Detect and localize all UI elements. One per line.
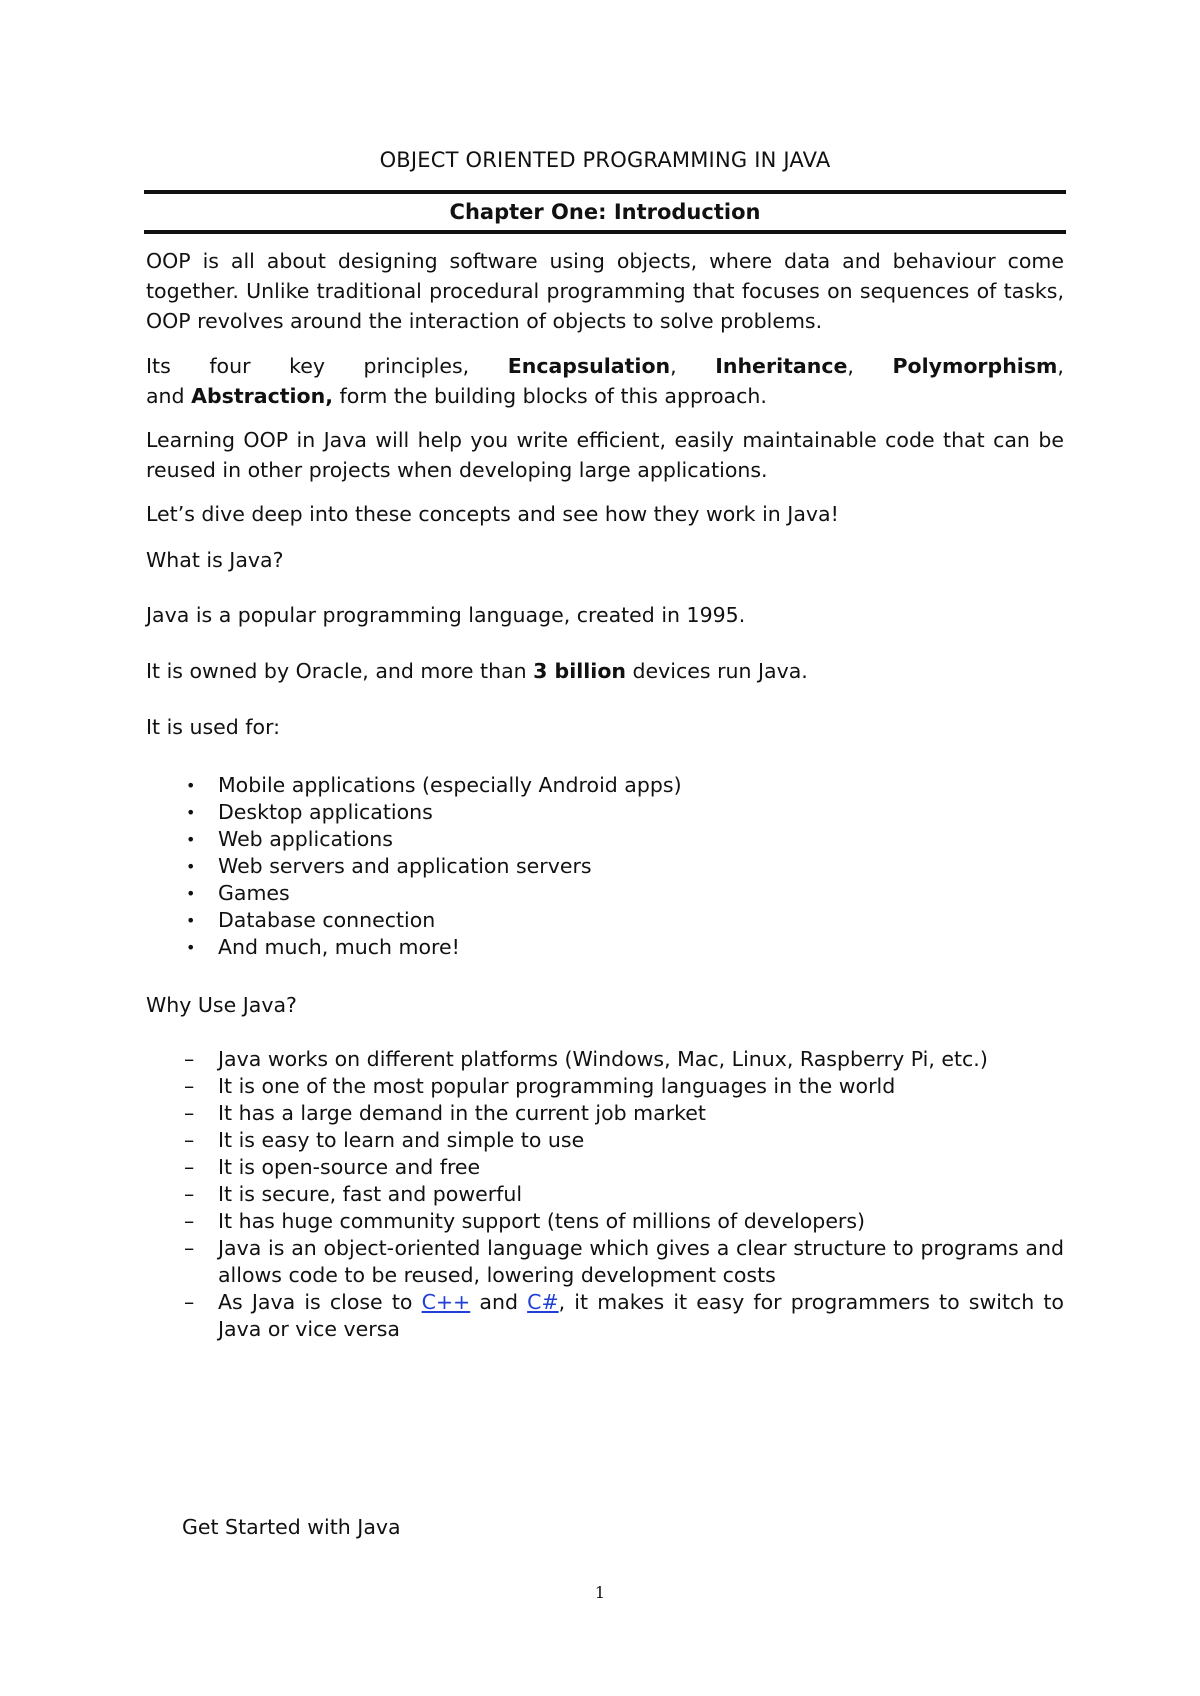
owned-by-before: It is owned by Oracle, and more than	[146, 659, 534, 683]
owned-by-after: devices run Java.	[626, 659, 808, 683]
chapter-heading-box	[144, 190, 1066, 234]
list-item	[146, 1100, 1064, 1127]
dash-icon: –	[184, 1155, 195, 1179]
get-started-heading: Get Started with Java	[182, 1515, 401, 1539]
list-item	[146, 1181, 1064, 1208]
why-use-java-list	[146, 1046, 1064, 1343]
dash-icon: –	[184, 1290, 195, 1314]
dash-icon: –	[184, 1047, 195, 1071]
list-item-text: Mobile applications (especially Android apps)	[218, 773, 682, 797]
list-item	[146, 799, 1064, 826]
dash-icon: –	[184, 1236, 195, 1260]
list-item-text: As Java is close to	[218, 1290, 422, 1314]
list-item	[146, 1127, 1064, 1154]
list-item	[146, 1046, 1064, 1073]
principle-inheritance: Inheritance	[715, 354, 848, 378]
why-use-java-heading: Why Use Java?	[146, 993, 297, 1017]
punctuation: ,	[847, 354, 854, 378]
punctuation: ,	[1057, 354, 1064, 378]
document-title: OBJECT ORIENTED PROGRAMMING IN JAVA	[379, 148, 831, 172]
java-popular-paragraph: Java is a popular programming language, created in 1995.	[146, 603, 746, 627]
dash-icon: –	[184, 1101, 195, 1125]
list-item-text: It is one of the most popular programming languages in the world	[218, 1074, 896, 1098]
principles-word: key	[289, 354, 325, 378]
principles-word: four	[209, 354, 251, 378]
list-item-text: It has a large demand in the current job market	[218, 1101, 706, 1125]
principles-second-line	[146, 381, 1064, 411]
list-item-text: Games	[218, 881, 290, 905]
list-item-text: Java works on different platforms (Windows, Mac, Linux, Raspberry Pi, etc.)	[218, 1047, 988, 1071]
list-item-text: , it makes it easy for programmers to switch to Java or vice versa	[218, 1290, 1064, 1341]
owned-by-paragraph	[146, 656, 1064, 686]
principle-group	[892, 351, 1063, 381]
list-item-text: It has huge community support (tens of millions of developers)	[218, 1209, 866, 1233]
bullet-icon: •	[186, 911, 196, 930]
list-item	[146, 1235, 1064, 1289]
list-item-text: And much, much more!	[218, 935, 460, 959]
bullet-icon: •	[186, 803, 196, 822]
principles-paragraph	[146, 351, 1064, 411]
dive-paragraph: Let’s dive deep into these concepts and see how they work in Java!	[146, 502, 839, 526]
punctuation: ,	[670, 354, 677, 378]
intro-paragraph: OOP is all about designing software using objects, where data and behaviour come together. Unlike traditional procedural programming that focuses on sequences of tasks, OOP revolves around the interaction of objects to solve problems.	[146, 249, 1064, 333]
list-item	[146, 772, 1064, 799]
learning-paragraph: Learning OOP in Java will help you write efficient, easily maintainable code that can be reused in other projects when developing large applications.	[146, 428, 1064, 482]
principle-polymorphism: Polymorphism	[892, 354, 1058, 378]
used-for-list	[146, 772, 1064, 961]
list-item	[146, 934, 1064, 961]
list-item	[146, 826, 1064, 853]
bullet-icon: •	[186, 857, 196, 876]
principle-encapsulation: Encapsulation	[507, 354, 671, 378]
list-item-text: and	[470, 1290, 528, 1314]
principles-word: Its	[146, 354, 171, 378]
dash-icon: –	[184, 1182, 195, 1206]
principles-and: and	[146, 384, 192, 408]
list-item	[146, 907, 1064, 934]
list-item	[146, 1154, 1064, 1181]
page-number: 1	[594, 1583, 606, 1602]
list-item-text: Database connection	[218, 908, 436, 932]
billion-devices: 3 billion	[533, 659, 627, 683]
cpp-link[interactable]: C++	[421, 1290, 471, 1314]
list-item	[146, 1073, 1064, 1100]
bullet-icon: •	[186, 884, 196, 903]
dash-icon: –	[184, 1209, 195, 1233]
csharp-link[interactable]: C#	[527, 1290, 559, 1314]
dash-icon: –	[184, 1128, 195, 1152]
chapter-heading: Chapter One: Introduction	[449, 200, 761, 224]
principle-abstraction: Abstraction,	[191, 384, 334, 408]
principle-group	[715, 351, 854, 381]
principles-first-line	[146, 351, 1064, 381]
bullet-icon: •	[186, 830, 196, 849]
principles-word: principles,	[363, 354, 470, 378]
list-item-text: It is easy to learn and simple to use	[218, 1128, 585, 1152]
used-for-label: It is used for:	[146, 715, 281, 739]
list-item-text: It is secure, fast and powerful	[218, 1182, 523, 1206]
bullet-icon: •	[186, 776, 196, 795]
dash-icon: –	[184, 1074, 195, 1098]
list-item-text: Web servers and application servers	[218, 854, 592, 878]
list-item	[146, 1289, 1064, 1343]
what-is-java-heading: What is Java?	[146, 548, 284, 572]
bullet-icon: •	[186, 938, 196, 957]
list-item-text: It is open-source and free	[218, 1155, 481, 1179]
list-item-text: Java is an object-oriented language which gives a clear structure to programs and allows code to be reused, lowering development costs	[218, 1236, 1064, 1287]
list-item	[146, 1208, 1064, 1235]
list-item-text: Desktop applications	[218, 800, 433, 824]
list-item	[146, 853, 1064, 880]
principle-group	[508, 351, 677, 381]
list-item-text: Web applications	[218, 827, 393, 851]
list-item	[146, 880, 1064, 907]
principles-rest: form the building blocks of this approach.	[333, 384, 767, 408]
